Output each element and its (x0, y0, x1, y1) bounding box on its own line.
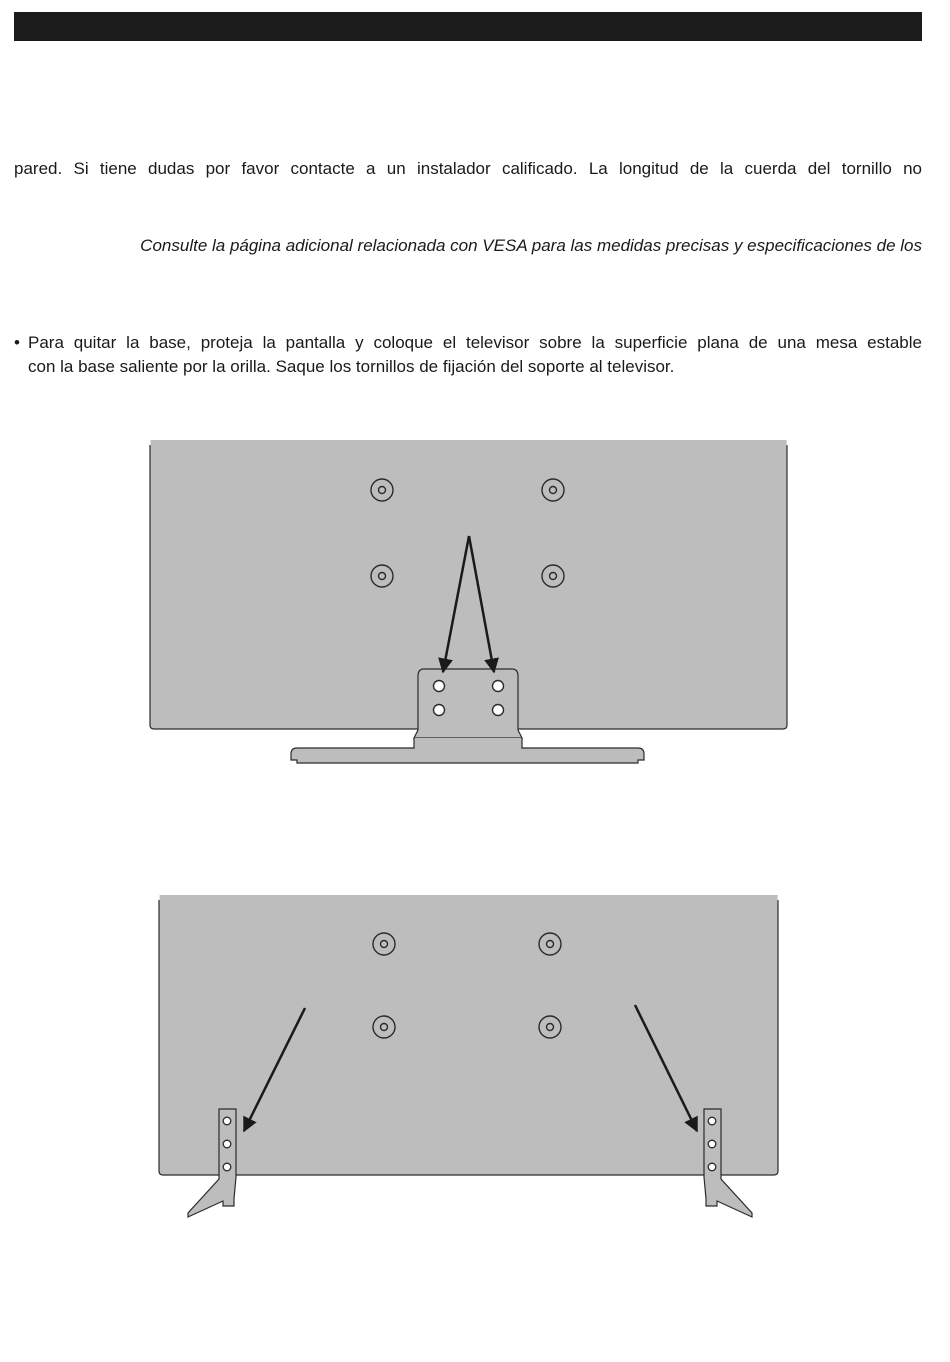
stand-screw-bottom-left (434, 705, 445, 716)
stand-base (291, 738, 644, 763)
left-foot-screw-2 (223, 1140, 231, 1148)
figure-tv-back-side-feet (0, 895, 950, 1225)
bullet-remove-stand (28, 331, 922, 379)
right-foot-screw-2 (708, 1140, 716, 1148)
stand-neck (414, 669, 522, 738)
stand-screw-bottom-right (493, 705, 504, 716)
bullet-line-2: con la base saliente por la orilla. Saque los tornillos de fijación del soporte al televisor. (28, 357, 675, 376)
note-vesa: Consulte la página adicional relacionada con VESA para las medidas precisas y especificaciones de los (140, 236, 922, 255)
figure-tv-back-center-pedestal (0, 440, 950, 770)
paragraph-wall-mounting: pared. Si tiene dudas por favor contacte a un instalador calificado. La longitud de la cuerda del tornillo no (14, 159, 922, 178)
right-foot-screw-3 (708, 1163, 716, 1171)
stand-screw-top-right (493, 681, 504, 692)
bullet-marker: • (14, 333, 20, 352)
left-foot-screw-3 (223, 1163, 231, 1171)
left-foot-screw-1 (223, 1117, 231, 1125)
right-foot-screw-1 (708, 1117, 716, 1125)
header-bar (14, 12, 922, 41)
stand-screw-top-left (434, 681, 445, 692)
tv-back-panel (159, 900, 778, 1175)
bullet-line-1: Para quitar la base, proteja la pantalla y coloque el televisor sobre la superficie plana de una mesa estable (28, 333, 922, 352)
